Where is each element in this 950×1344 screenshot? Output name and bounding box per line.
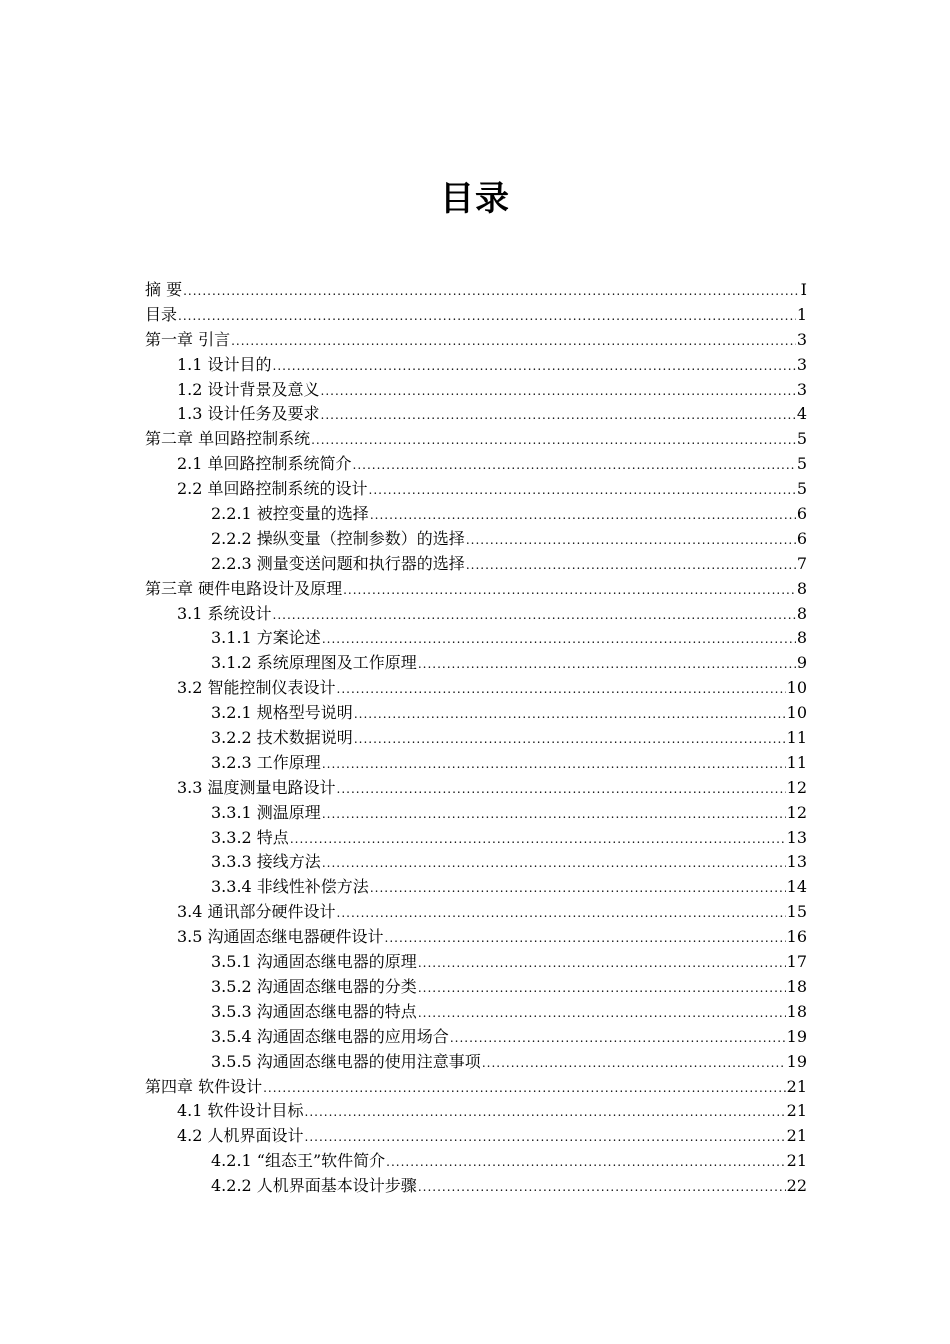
toc-page-number: 5 bbox=[796, 454, 807, 474]
toc-entry-title: 3.1.2 系统原理图及工作原理 bbox=[211, 653, 417, 673]
toc-page-number: 3 bbox=[796, 354, 807, 374]
toc-entry[interactable] bbox=[145, 477, 807, 502]
toc-dot-leader bbox=[386, 1150, 785, 1175]
toc-entry[interactable] bbox=[145, 626, 807, 651]
toc-dot-leader bbox=[369, 478, 796, 503]
toc-entry[interactable] bbox=[145, 751, 807, 776]
toc-entry[interactable] bbox=[145, 776, 807, 801]
toc-page-number: 16 bbox=[786, 927, 807, 947]
toc-page-number: 12 bbox=[786, 777, 807, 797]
toc-entry-title: 3.5.4 沟通固态继电器的应用场合 bbox=[211, 1026, 449, 1046]
toc-page-number: 13 bbox=[786, 827, 807, 847]
toc-entry-title: 3.5 沟通固态继电器硬件设计 bbox=[177, 927, 384, 947]
toc-entry-title: 3.3.3 接线方法 bbox=[211, 852, 321, 872]
toc-dot-leader bbox=[290, 827, 786, 852]
toc-entry-title: 3.5.2 沟通固态继电器的分类 bbox=[211, 976, 417, 996]
toc-entry-title: 3.1.1 方案论述 bbox=[211, 628, 321, 648]
toc-entry[interactable] bbox=[145, 801, 807, 826]
toc-entry-title: 4.2.2 人机界面基本设计步骤 bbox=[211, 1176, 417, 1196]
toc-entry-title: 4.2 人机界面设计 bbox=[177, 1126, 304, 1146]
toc-page-number: 8 bbox=[796, 603, 807, 623]
toc-entry[interactable] bbox=[145, 850, 807, 875]
toc-dot-leader bbox=[354, 702, 786, 727]
toc-dot-leader bbox=[385, 926, 786, 951]
toc-page-number: 5 bbox=[796, 429, 807, 449]
page-title: 目录 bbox=[440, 178, 510, 219]
toc-entry-title: 3.3 温度测量电路设计 bbox=[177, 777, 336, 797]
toc-page-number: 8 bbox=[796, 628, 807, 648]
toc-entry-title: 3.3.2 特点 bbox=[211, 827, 289, 847]
toc-page-number: 21 bbox=[786, 1126, 807, 1146]
toc-dot-leader bbox=[183, 279, 800, 304]
toc-page-number: 5 bbox=[796, 479, 807, 499]
toc-dot-leader bbox=[263, 1076, 786, 1101]
toc-dot-leader bbox=[418, 1001, 786, 1026]
toc-entry-title: 3.2.3 工作原理 bbox=[211, 752, 321, 772]
toc-page-number: 21 bbox=[786, 1076, 807, 1096]
toc-entry[interactable] bbox=[145, 826, 807, 851]
toc-entry-title: 2.2.1 被控变量的选择 bbox=[211, 504, 369, 524]
toc-entry-title: 1.1 设计目的 bbox=[177, 354, 272, 374]
toc-dot-leader bbox=[353, 453, 796, 478]
toc-entry[interactable] bbox=[145, 402, 807, 427]
toc-dot-leader bbox=[337, 677, 786, 702]
toc-dot-leader bbox=[322, 752, 786, 777]
toc-dot-leader bbox=[482, 1051, 786, 1076]
toc-page-number: 15 bbox=[786, 902, 807, 922]
toc-entry[interactable] bbox=[145, 353, 807, 378]
toc-dot-leader bbox=[305, 1100, 786, 1125]
toc-entry-title: 3.3.4 非线性补偿方法 bbox=[211, 877, 369, 897]
toc-entry[interactable] bbox=[145, 1025, 807, 1050]
toc-page-number: 6 bbox=[796, 528, 807, 548]
toc-entry[interactable] bbox=[145, 1099, 807, 1124]
toc-entry-title: 3.5.1 沟通固态继电器的原理 bbox=[211, 952, 417, 972]
toc-entry[interactable] bbox=[145, 577, 807, 602]
toc-entry-title: 摘 要 bbox=[145, 280, 183, 299]
toc-entry-title: 3.2.2 技术数据说明 bbox=[211, 728, 353, 748]
toc-page-number: 3 bbox=[796, 379, 807, 399]
toc-dot-leader bbox=[343, 578, 796, 603]
toc-entry-title: 第一章 引言 bbox=[145, 329, 231, 349]
toc-dot-leader bbox=[418, 1175, 786, 1200]
toc-entry-title: 3.2 智能控制仪表设计 bbox=[177, 678, 336, 698]
toc-entry[interactable] bbox=[145, 900, 807, 925]
toc-entry[interactable] bbox=[145, 1174, 807, 1199]
toc-page-number: 1 bbox=[796, 304, 807, 324]
toc-entry-title: 3.4 通讯部分硬件设计 bbox=[177, 902, 336, 922]
toc-entry-title: 2.2 单回路控制系统的设计 bbox=[177, 479, 368, 499]
toc-entry-title: 3.5.3 沟通固态继电器的特点 bbox=[211, 1001, 417, 1021]
toc-entry[interactable] bbox=[145, 278, 807, 303]
toc-page-number: 22 bbox=[786, 1176, 807, 1196]
toc-page-number: 17 bbox=[786, 952, 807, 972]
toc-page-number: 7 bbox=[796, 553, 807, 573]
toc-entry-title: 目录 bbox=[145, 304, 178, 324]
toc-entry[interactable] bbox=[145, 378, 807, 403]
toc-dot-leader bbox=[466, 528, 796, 553]
toc-dot-leader bbox=[311, 428, 796, 453]
toc-page-number: 10 bbox=[786, 703, 807, 723]
toc-entry[interactable] bbox=[145, 1149, 807, 1174]
toc-dot-leader bbox=[418, 951, 786, 976]
toc-entry[interactable] bbox=[145, 975, 807, 1000]
toc-entry-title: 2.2.2 操纵变量（控制参数）的选择 bbox=[211, 528, 465, 548]
toc-entry-title: 第四章 软件设计 bbox=[145, 1076, 263, 1096]
toc-page-number: 19 bbox=[786, 1051, 807, 1071]
toc-page-number: 13 bbox=[786, 852, 807, 872]
toc-entry-title: 4.2.1 “组态王”软件简介 bbox=[211, 1151, 386, 1171]
toc-dot-leader bbox=[322, 802, 786, 827]
toc-page-number: 14 bbox=[786, 877, 807, 897]
toc-dot-leader bbox=[273, 603, 796, 628]
toc-entry-title: 1.2 设计背景及意义 bbox=[177, 379, 320, 399]
toc-entry[interactable] bbox=[145, 552, 807, 577]
toc-entry[interactable] bbox=[145, 502, 807, 527]
toc-entry-title: 3.1 系统设计 bbox=[177, 603, 272, 623]
toc-dot-leader bbox=[305, 1125, 786, 1150]
toc-dot-leader bbox=[322, 851, 786, 876]
toc-entry[interactable] bbox=[145, 303, 807, 328]
toc-entry[interactable] bbox=[145, 452, 807, 477]
toc-page-number: I bbox=[800, 280, 807, 299]
toc-page-number: 21 bbox=[786, 1151, 807, 1171]
toc-page-number: 11 bbox=[786, 752, 807, 772]
toc-page-number: 18 bbox=[786, 976, 807, 996]
toc-dot-leader bbox=[370, 876, 786, 901]
toc-dot-leader bbox=[273, 354, 796, 379]
toc-dot-leader bbox=[178, 304, 796, 329]
toc-entry-title: 3.5.5 沟通固态继电器的使用注意事项 bbox=[211, 1051, 481, 1071]
toc-page-number: 9 bbox=[796, 653, 807, 673]
toc-entry[interactable] bbox=[145, 651, 807, 676]
toc-entry-title: 1.3 设计任务及要求 bbox=[177, 404, 320, 424]
toc-entry[interactable] bbox=[145, 1000, 807, 1025]
toc-entry-title: 2.1 单回路控制系统简介 bbox=[177, 454, 352, 474]
toc-page-number: 4 bbox=[796, 404, 807, 424]
toc-entry[interactable] bbox=[145, 925, 807, 950]
toc-entry-title: 2.2.3 测量变送问题和执行器的选择 bbox=[211, 553, 465, 573]
toc-dot-leader bbox=[337, 777, 786, 802]
toc-page-number: 12 bbox=[786, 802, 807, 822]
toc-entry[interactable] bbox=[145, 701, 807, 726]
table-of-contents bbox=[145, 278, 807, 1199]
toc-page-number: 8 bbox=[796, 578, 807, 598]
toc-entry-title: 第三章 硬件电路设计及原理 bbox=[145, 578, 343, 598]
toc-dot-leader bbox=[418, 976, 786, 1001]
toc-entry[interactable] bbox=[145, 676, 807, 701]
toc-dot-leader bbox=[337, 901, 786, 926]
toc-page-number: 21 bbox=[786, 1101, 807, 1121]
toc-entry[interactable] bbox=[145, 1124, 807, 1149]
toc-entry[interactable] bbox=[145, 328, 807, 353]
toc-page-number: 19 bbox=[786, 1026, 807, 1046]
toc-page-number: 10 bbox=[786, 678, 807, 698]
toc-entry[interactable] bbox=[145, 527, 807, 552]
toc-dot-leader bbox=[450, 1026, 786, 1051]
toc-dot-leader bbox=[322, 627, 796, 652]
toc-page-number: 6 bbox=[796, 504, 807, 524]
toc-entry-title: 3.3.1 测温原理 bbox=[211, 802, 321, 822]
toc-entry[interactable] bbox=[145, 1050, 807, 1075]
toc-entry-title: 第二章 单回路控制系统 bbox=[145, 429, 311, 449]
toc-page-number: 3 bbox=[796, 329, 807, 349]
toc-dot-leader bbox=[231, 329, 796, 354]
toc-page-number: 18 bbox=[786, 1001, 807, 1021]
toc-entry-title: 3.2.1 规格型号说明 bbox=[211, 703, 353, 723]
toc-entry[interactable] bbox=[145, 875, 807, 900]
toc-entry[interactable] bbox=[145, 427, 807, 452]
toc-dot-leader bbox=[466, 553, 796, 578]
toc-page-number: 11 bbox=[786, 728, 807, 748]
toc-dot-leader bbox=[418, 652, 796, 677]
toc-entry[interactable] bbox=[145, 1075, 807, 1100]
toc-dot-leader bbox=[321, 403, 796, 428]
toc-dot-leader bbox=[321, 379, 796, 404]
toc-entry[interactable] bbox=[145, 950, 807, 975]
toc-entry[interactable] bbox=[145, 726, 807, 751]
toc-entry-title: 4.1 软件设计目标 bbox=[177, 1101, 304, 1121]
toc-dot-leader bbox=[370, 503, 796, 528]
toc-entry[interactable] bbox=[145, 602, 807, 627]
toc-dot-leader bbox=[354, 727, 786, 752]
